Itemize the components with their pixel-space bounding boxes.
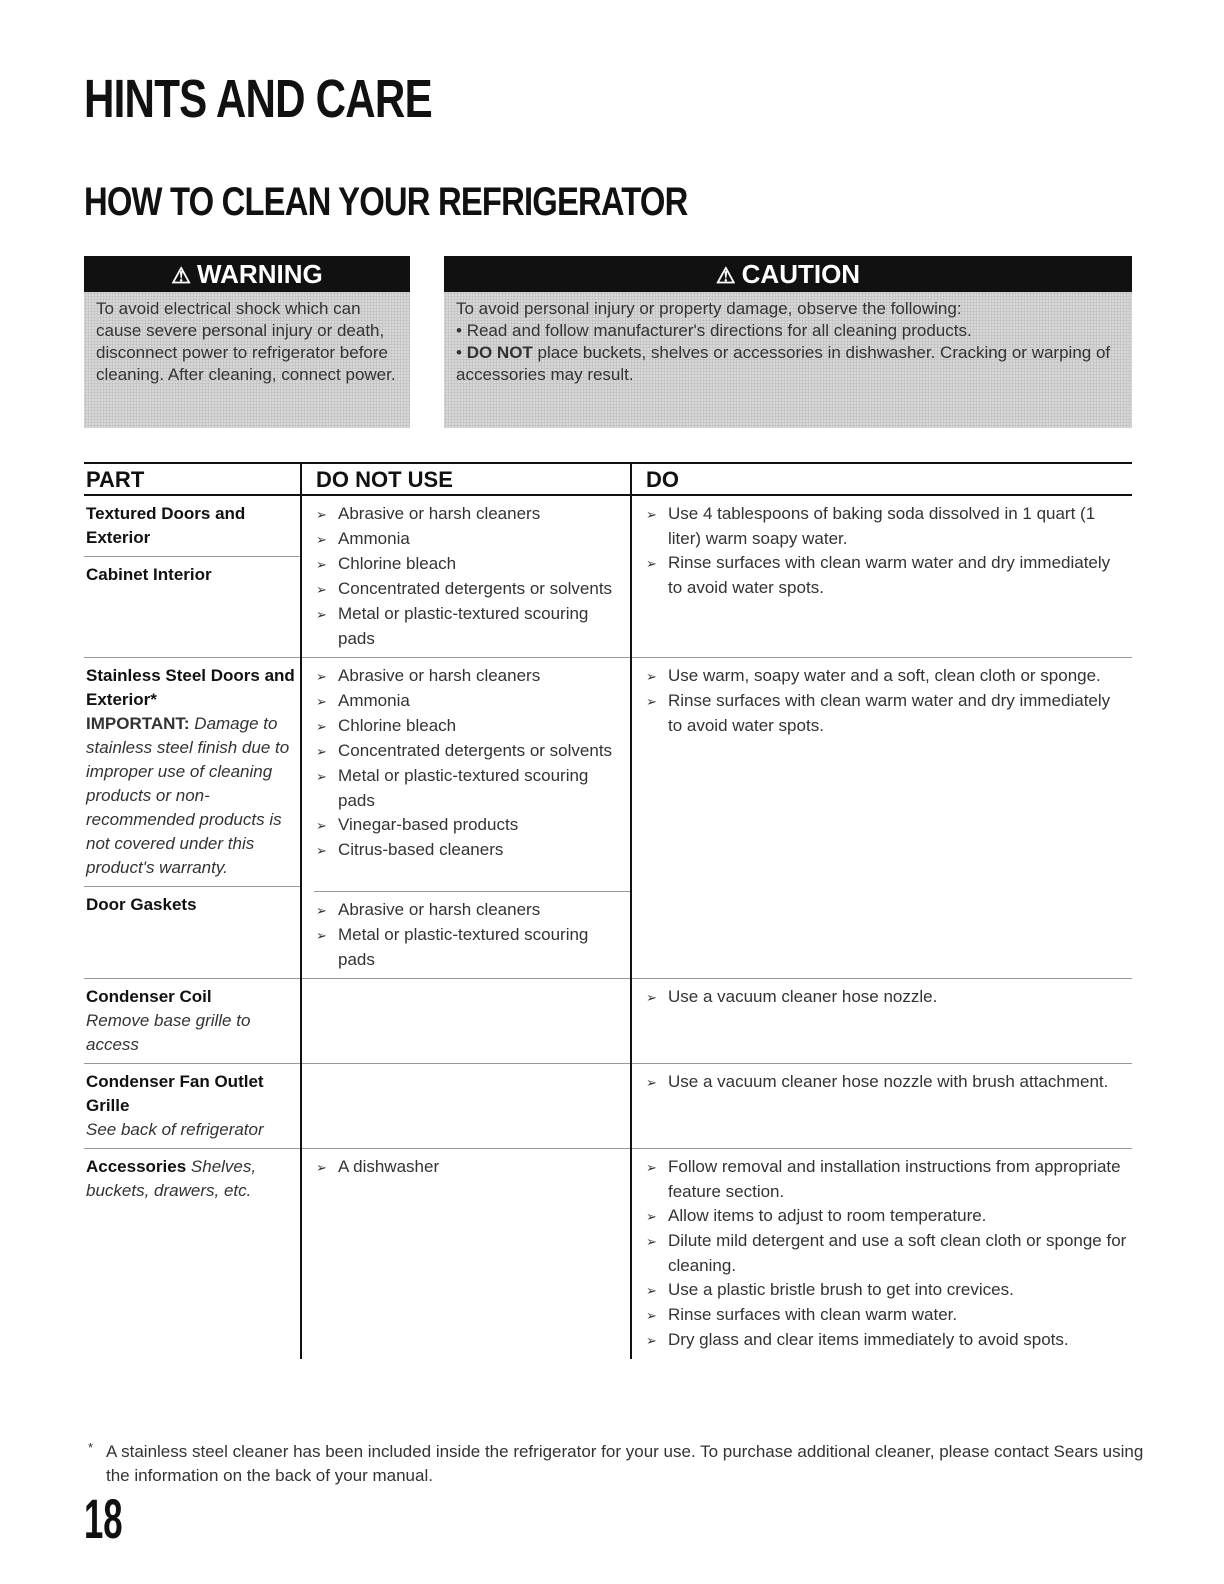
section-title: HOW TO CLEAN YOUR REFRIGERATOR — [84, 180, 688, 224]
part-name — [86, 1155, 296, 1203]
list-item: ➢ Abrasive or harsh cleaners — [316, 898, 626, 923]
warning-label: WARNING — [197, 259, 323, 289]
list-item: ➢ Vinegar-based products — [316, 813, 626, 838]
list-item: ➢ Abrasive or harsh cleaners — [316, 502, 626, 527]
do-list — [646, 1070, 1128, 1095]
do-not-use-list — [316, 664, 626, 863]
list-item: ➢ Dry glass and clear items immediately to avoid spots. — [646, 1328, 1128, 1353]
do-not-use-list — [316, 1155, 626, 1180]
caution-bullet-text: place buckets, shelves or accessories in dishwasher. Cracking or warping of accessories may result. — [456, 343, 1111, 384]
table-row — [84, 979, 1132, 1064]
list-item: ➢ Metal or plastic-textured scouring pads — [316, 764, 626, 813]
list-item: ➢ Use 4 tablespoons of baking soda dissolved in 1 quart (1 liter) warm soapy water. — [646, 502, 1128, 551]
footnote-text: A stainless steel cleaner has been included inside the refrigerator for your use. To purchase additional cleaner, please contact Sears using the information on the back of your manual. — [106, 1442, 1144, 1485]
part-name: Door Gaskets — [86, 895, 197, 914]
list-item: ➢ Rinse surfaces with clean warm water. — [646, 1303, 1128, 1328]
do-list — [646, 985, 1128, 1010]
caution-header — [444, 256, 1132, 292]
table-row — [84, 1149, 1132, 1360]
table-row — [84, 495, 1132, 658]
list-item: ➢ Citrus-based cleaners — [316, 838, 626, 863]
part-note — [86, 712, 296, 880]
part-name: Condenser Coil — [86, 987, 212, 1006]
page-number: 18 — [84, 1487, 123, 1550]
part-name: Textured Doors and Exterior — [86, 504, 246, 547]
part-name: Cabinet Interior — [86, 565, 212, 584]
do-not-use-list — [316, 502, 626, 651]
do-not-use-list — [316, 898, 626, 972]
list-item: ➢ Chlorine bleach — [316, 714, 626, 739]
list-item: ➢ Abrasive or harsh cleaners — [316, 664, 626, 689]
important-label: IMPORTANT: — [86, 714, 190, 733]
list-item: ➢ Rinse surfaces with clean warm water and dry immediately to avoid water spots. — [646, 689, 1128, 738]
list-item: ➢ Use a plastic bristle brush to get into crevices. — [646, 1278, 1128, 1303]
list-item: ➢ Concentrated detergents or solvents — [316, 739, 626, 764]
cleaning-table — [84, 462, 1132, 1359]
table-row — [84, 658, 1132, 979]
header-do: DO — [631, 463, 1132, 495]
list-item: ➢ Allow items to adjust to room temperature. — [646, 1204, 1128, 1229]
caution-bullet-text: Read and follow manufacturer's directions for all cleaning products. — [466, 321, 972, 340]
warning-header — [84, 256, 410, 292]
part-name-text: Accessories — [86, 1157, 187, 1176]
page-title: HINTS AND CARE — [84, 69, 432, 129]
list-item: ➢ Metal or plastic-textured scouring pads — [316, 602, 626, 651]
caution-intro: To avoid personal injury or property damage, observe the following: — [456, 299, 962, 318]
warning-triangle-icon: ⚠ — [171, 263, 192, 288]
table-header-row — [84, 463, 1132, 495]
warning-triangle-icon: ⚠ — [715, 263, 736, 288]
warning-box — [84, 256, 410, 428]
list-item: ➢ Ammonia — [316, 689, 626, 714]
header-part: PART — [84, 463, 301, 495]
do-list — [646, 502, 1128, 600]
footnote-marker: * — [88, 1440, 94, 1455]
list-item: ➢ A dishwasher — [316, 1155, 626, 1180]
list-item: ➢ Use a vacuum cleaner hose nozzle with brush attachment. — [646, 1070, 1128, 1095]
caution-box — [444, 256, 1132, 428]
part-note: Remove base grille to access — [86, 1011, 251, 1054]
list-item: ➢ Follow removal and installation instructions from appropriate feature section. — [646, 1155, 1128, 1204]
header-do-not-use: DO NOT USE — [301, 463, 631, 495]
caution-bullet: • DO NOT place buckets, shelves or accessories in dishwasher. Cracking or warping of accessories may result. — [456, 343, 1111, 384]
do-list — [646, 664, 1128, 738]
part-name: Stainless Steel Doors and Exterior* — [86, 666, 295, 709]
caution-do-not: DO NOT — [466, 343, 533, 362]
list-item: ➢ Metal or plastic-textured scouring pads — [316, 923, 626, 972]
list-item: ➢ Rinse surfaces with clean warm water and dry immediately to avoid water spots. — [646, 551, 1128, 600]
list-item: ➢ Dilute mild detergent and use a soft clean cloth or sponge for cleaning. — [646, 1229, 1128, 1278]
part-note: Shelves, buckets, drawers, etc. — [86, 1157, 257, 1200]
footnote — [84, 1440, 1154, 1488]
do-list — [646, 1155, 1128, 1353]
list-item: ➢ Use a vacuum cleaner hose nozzle. — [646, 985, 1128, 1010]
table-row — [84, 1064, 1132, 1149]
warning-text: To avoid electrical shock which can cause severe personal injury or death, disconnect power to refrigerator before cleaning. After cleaning, connect power. — [96, 299, 396, 384]
list-item: ➢ Concentrated detergents or solvents — [316, 577, 626, 602]
caution-label: CAUTION — [741, 259, 861, 289]
list-item: ➢ Chlorine bleach — [316, 552, 626, 577]
list-item: ➢ Ammonia — [316, 527, 626, 552]
caution-bullet: • Read and follow manufacturer's directions for all cleaning products. — [456, 321, 972, 340]
part-name: Condenser Fan Outlet Grille — [86, 1072, 264, 1115]
list-item: ➢ Use warm, soapy water and a soft, clean cloth or sponge. — [646, 664, 1128, 689]
important-text: Damage to stainless steel finish due to improper use of cleaning products or non-recommended products is not covered under this product's warranty. — [86, 714, 290, 877]
part-note: See back of refrigerator — [86, 1120, 264, 1139]
